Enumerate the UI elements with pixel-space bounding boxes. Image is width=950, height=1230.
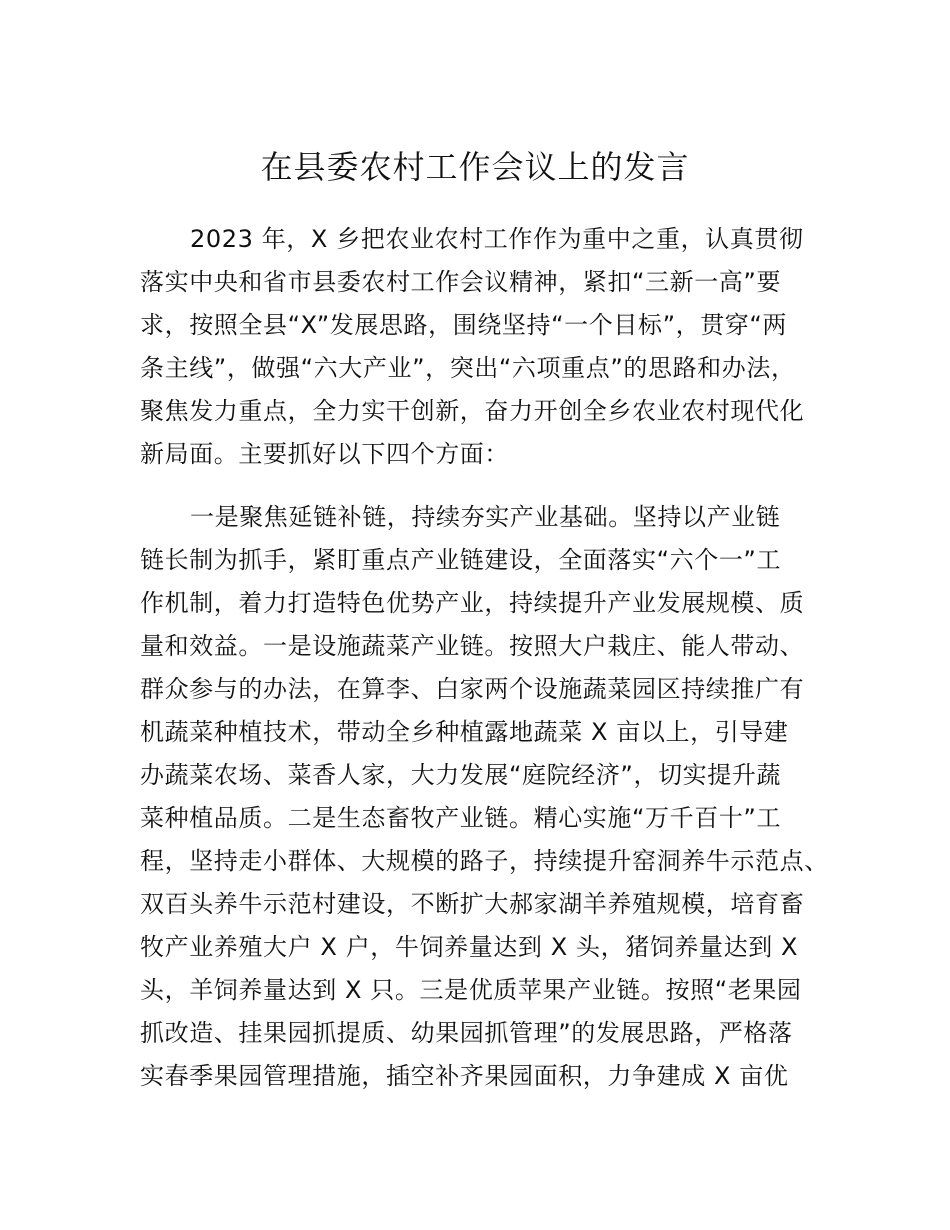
paragraph-line: 办蔬菜农场、菜香人家，大力发展“庭院经济”，切实提升蔬: [140, 761, 782, 789]
paragraph-line: 头，羊饲养量达到 X 只。三是优质苹果产业链。按照“老果园: [140, 976, 802, 1004]
paragraph-line: 抓改造、挂果园抓提质、幼果园抓管理”的发展思路，严格落: [140, 1019, 793, 1047]
paragraph-line: 程，坚持走小群体、大规模的路子，持续提升窑洞养牛示范点、: [140, 847, 829, 875]
paragraph-line: 机蔬菜种植技术，带动全乡种植露地蔬菜 X 亩以上，引导建: [140, 718, 789, 746]
paragraph-line: 2023 年，X 乡把农业农村工作作为重中之重，认真贯彻: [190, 225, 804, 253]
paragraph-line: 量和效益。一是设施蔬菜产业链。按照大户栽庄、能人带动、: [140, 632, 805, 660]
paragraph-intro: [140, 218, 820, 476]
paragraph-line: 一是聚焦延链补链，持续夯实产业基础。坚持以产业链: [190, 503, 781, 531]
paragraph-line: 条主线”，做强“六大产业”，突出“六项重点”的思路和办法，: [140, 354, 796, 382]
paragraph-line: 求，按照全县“X”发展思路，围绕坚持“一个目标”，贯穿“两: [140, 311, 788, 339]
paragraph-line: 聚焦发力重点，全力实干创新，奋力开创全乡农业农村现代化: [140, 397, 805, 425]
paragraph-line: 落实中央和省市县委农村工作会议精神，紧扣“三新一高”要: [140, 268, 782, 296]
paragraph-line: 牧产业养殖大户 X 户，牛饲养量达到 X 头，猪饲养量达到 X: [140, 933, 799, 961]
paragraph-line: 新局面。主要抓好以下四个方面：: [140, 440, 509, 468]
paragraph-line: 链长制为抓手，紧盯重点产业链建设，全面落实“六个一”工: [140, 546, 782, 574]
paragraph-line: 作机制，着力打造特色优势产业，持续提升产业发展规模、质: [140, 589, 805, 617]
paragraph-line: 菜种植品质。二是生态畜牧产业链。精心实施“万千百十”工: [140, 804, 782, 832]
paragraph-section-one: [140, 496, 829, 1098]
paragraph-line: 实春季果园管理措施，插空补齐果园面积，力争建成 X 亩优: [140, 1062, 789, 1090]
paragraph-line: 双百头养牛示范村建设，不断扩大郝家湖羊养殖规模，培育畜: [140, 890, 805, 918]
paragraph-line: 群众参与的办法，在算李、白家两个设施蔬菜园区持续推广有: [140, 675, 805, 703]
document-title: 在县委农村工作会议上的发言: [260, 148, 690, 186]
